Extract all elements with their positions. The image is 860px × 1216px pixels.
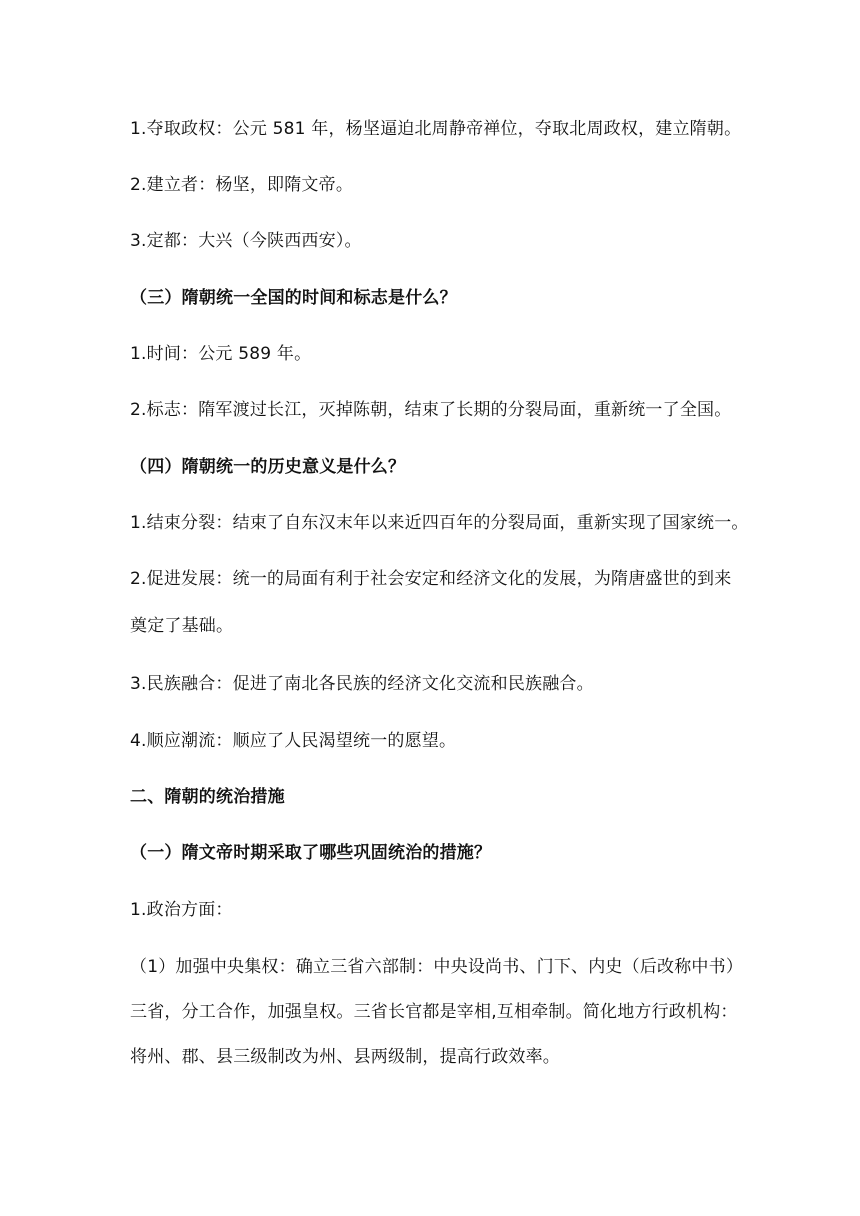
paragraph-time: 1.时间：公元 589 年。 — [130, 344, 312, 364]
paragraph-promote-development: 2.促进发展：统一的局面有利于社会安定和经济文化的发展，为隋唐盛世的到来 — [130, 569, 732, 589]
heading-unification-time: （三）隋朝统一全国的时间和标志是什么？ — [130, 288, 457, 308]
paragraph-capital: 3.定都：大兴（今陕西西安）。 — [130, 231, 362, 251]
paragraph-promote-development-cont: 奠定了基础。 — [130, 616, 234, 636]
paragraph-centralization-cont2: 将州、郡、县三级制改为州、县两级制，提高行政效率。 — [130, 1047, 560, 1067]
heading-ruling-measures: 二、隋朝的统治措施 — [130, 787, 285, 807]
paragraph-sign: 2.标志：隋军渡过长江，灭掉陈朝，结束了长期的分裂局面，重新统一了全国。 — [130, 400, 732, 420]
paragraph-end-division: 1.结束分裂：结束了自东汉末年以来近四百年的分裂局面，重新实现了国家统一。 — [130, 513, 749, 533]
paragraph-seizing-power: 1.夺取政权：公元 581 年，杨坚逼迫北周静帝禅位，夺取北周政权，建立隋朝。 — [130, 119, 742, 139]
paragraph-centralization: （1）加强中央集权：确立三省六部制：中央设尚书、门下、内史（后改称中书） — [130, 957, 744, 977]
paragraph-founder: 2.建立者：杨坚，即隋文帝。 — [130, 175, 354, 195]
paragraph-follow-trend: 4.顺应潮流：顺应了人民渴望统一的愿望。 — [130, 731, 457, 751]
heading-historical-significance: （四）隋朝统一的历史意义是什么？ — [130, 457, 406, 477]
paragraph-political: 1.政治方面： — [130, 900, 233, 920]
paragraph-ethnic-integration: 3.民族融合：促进了南北各民族的经济文化交流和民族融合。 — [130, 674, 594, 694]
heading-wendi-measures: （一）隋文帝时期采取了哪些巩固统治的措施？ — [130, 843, 492, 863]
paragraph-centralization-cont1: 三省，分工合作，加强皇权。三省长官都是宰相,互相牵制。简化地方行政机构： — [130, 1002, 738, 1022]
